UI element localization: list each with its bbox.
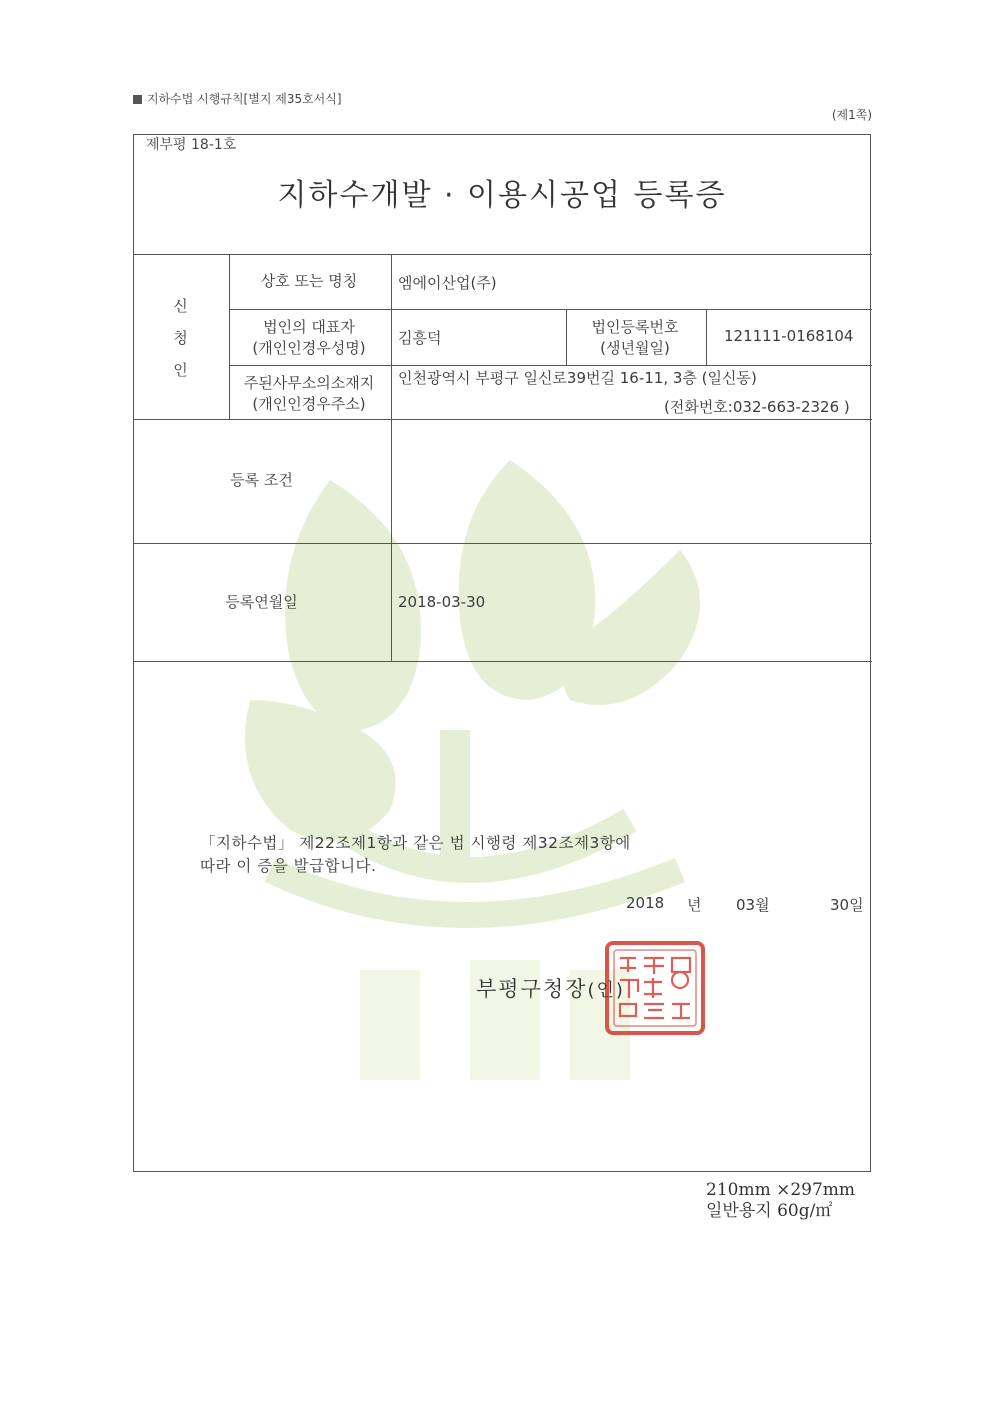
- issuer: [476, 973, 625, 1003]
- corp-reg-label-line1: 법인등록번호: [591, 318, 679, 336]
- divider: [391, 254, 392, 661]
- corp-reg-label: [565, 317, 705, 359]
- divider: [706, 309, 707, 365]
- divider: [134, 419, 872, 420]
- address-label-line1: 주된사무소의소재지: [243, 374, 375, 392]
- applicant-section-label: [133, 290, 228, 386]
- representative-value: 김흥덕: [398, 329, 442, 347]
- issue-year-unit: 년: [687, 896, 702, 914]
- corp-reg-label-line2: (생년월일): [600, 339, 670, 357]
- registration-date-value: 2018-03-30: [398, 593, 486, 611]
- document-number: 제부평 18-1호: [146, 137, 237, 153]
- page-title: 지하수개발 · 이용시공업 등록증: [277, 178, 727, 213]
- square-bullet-icon: [133, 95, 142, 104]
- paper-type: 일반용지 60g/㎡: [706, 1201, 833, 1221]
- representative-label-line1: 법인의 대표자: [263, 318, 355, 336]
- address-label: [228, 373, 390, 415]
- applicant-label-char: 청: [173, 329, 188, 347]
- law-reference-text: 지하수법 시행규칙[별지 제35호서식]: [147, 92, 342, 106]
- statement-line2: 따라 이 증을 발급합니다.: [200, 857, 377, 875]
- paper-size: 210mm ×297mm: [706, 1180, 856, 1200]
- company-name-value: 엠에이산업(주): [398, 274, 497, 292]
- issue-day: 30일: [830, 896, 864, 914]
- divider: [229, 365, 872, 366]
- phone-value: (전화번호:032-663-2326 ): [664, 398, 850, 416]
- company-name-label: 상호 또는 명칭: [260, 272, 358, 290]
- divider: [229, 309, 872, 310]
- issue-year: 2018: [626, 894, 665, 912]
- conditions-label: 등록 조건: [230, 471, 293, 489]
- representative-label: [228, 317, 390, 359]
- paper-spec: [706, 1180, 855, 1222]
- applicant-label-char: 인: [173, 361, 188, 379]
- divider: [134, 543, 872, 544]
- representative-label-line2: (개인인경우성명): [252, 339, 366, 357]
- issue-month: 03월: [736, 896, 770, 914]
- divider: [134, 254, 872, 255]
- applicant-label-char: 신: [173, 297, 188, 315]
- law-reference: [133, 90, 342, 107]
- page-indicator: (제1쪽): [831, 108, 872, 122]
- address-label-line2: (개인인경우주소): [252, 395, 366, 413]
- issuer-title: 부평구청장: [476, 977, 588, 1001]
- address-value: 인천광역시 부평구 일신로39번길 16-11, 3층 (일신동): [398, 369, 757, 387]
- corp-reg-value: 121111-0168104: [724, 327, 854, 345]
- divider: [134, 661, 872, 662]
- registration-date-label: 등록연월일: [225, 593, 298, 611]
- statement-line1: 「지하수법」 제22조제1항과 같은 법 시행령 제32조제3항에: [200, 834, 631, 852]
- seal-mark: (인): [587, 980, 625, 1001]
